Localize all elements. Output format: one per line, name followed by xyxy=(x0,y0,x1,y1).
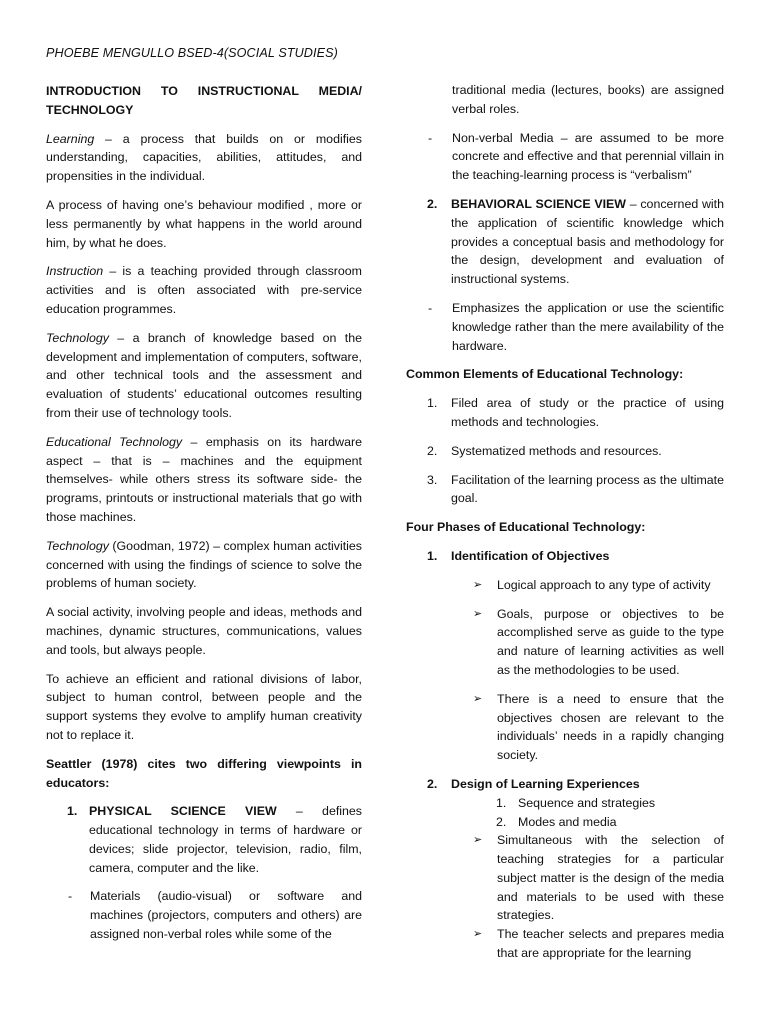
bullet-item xyxy=(406,576,724,595)
achieve-paragraph: To achieve an efficient and rational divisions of labor, subject to human control, between people and the support systems they evolve to amplify human creativity not to replace it. xyxy=(46,671,362,742)
list-number: 1. xyxy=(427,548,438,563)
technology-definition xyxy=(46,329,362,423)
technology-term: Technology xyxy=(46,330,109,345)
section-title: INTRODUCTION TO INSTRUCTIONAL MEDIA/ TECHNOLOGY xyxy=(46,84,362,117)
four-phases-heading: Four Phases of Educational Technology: xyxy=(406,520,646,535)
behavioral-science-text xyxy=(451,195,724,289)
list-item-text: Filed area of study or the practice of using methods and technologies. xyxy=(451,396,724,429)
learning-def-text: – a process that builds on or modifies understanding, capacities, abilities, attitudes, and propensities in the individual. xyxy=(46,131,362,184)
emphasizes-text: Emphasizes the application or use the scientific knowledge rather than the mere availability of the hardware. xyxy=(452,300,724,353)
physical-science-def: – defines educational technology in terms of hardware or devices; slide projector, television, radio, film, camera, computer and the like. xyxy=(89,804,363,875)
list-item xyxy=(406,471,724,509)
right-column xyxy=(406,81,724,973)
phase-2-title: Design of Learning Experiences xyxy=(451,776,640,791)
dash-marker: - xyxy=(68,889,73,904)
goodman-term: Technology xyxy=(46,538,109,553)
behavioral-science-def: – concerned with the application of scientific knowledge which provides a conceptual basis and methodology for the design, development and evaluation of instructional systems. xyxy=(451,196,724,287)
edtech-def-text: – emphasis on its hardware aspect – that is – machines and the equipment themselves- while others stress its software side- the programs, printouts or instructional materials that go with those machines. xyxy=(46,434,362,524)
document-header: PHOEBE MENGULLO BSED-4(SOCIAL STUDIES) xyxy=(46,46,338,60)
sub-list-item xyxy=(406,813,724,832)
behavioral-science-term: BEHAVIORAL SCIENCE VIEW xyxy=(451,196,626,211)
physical-science-term: PHYSICAL SCIENCE VIEW xyxy=(89,804,277,819)
behavioral-science-item xyxy=(406,195,724,289)
left-column xyxy=(46,82,362,954)
list-item xyxy=(406,394,724,432)
seattler-paragraph: Seattler (1978) cites two differing viewpoints in educators: xyxy=(46,756,362,790)
physical-science-item xyxy=(46,802,362,877)
instruction-term: Instruction xyxy=(46,264,104,279)
learning-term: Learning xyxy=(46,131,95,146)
list-item-text: Systematized methods and resources. xyxy=(451,443,662,458)
behaviour-paragraph: A process of having one’s behaviour modified , more or less permanently by what happens in the world around him, by what he does. xyxy=(46,197,362,250)
emphasizes-item xyxy=(406,299,724,355)
bullet-text: Goals, purpose or objectives to be accomplished serve as guide to the type and nature of learning activities as well as the methodologies to be used. xyxy=(497,606,724,677)
physical-science-text xyxy=(89,802,362,877)
list-number: 1. xyxy=(427,396,438,411)
nonverbal-text: Non-verbal Media – are assumed to be more concrete and effective and that perennial villain in the teaching-learning process is “verbalism” xyxy=(452,130,724,183)
materials-text: Materials (audio-visual) or software and machines (projectors, computers and others) are assigned non-verbal roles while some of the xyxy=(90,889,362,942)
sub-list-item xyxy=(406,794,724,813)
phase-2-item xyxy=(406,775,724,794)
list-item-text: Facilitation of the learning process as the ultimate goal. xyxy=(451,472,724,506)
list-number: 1. xyxy=(67,804,78,819)
dash-marker: - xyxy=(428,300,433,315)
phase-1-item xyxy=(406,547,724,566)
phase-1-title: Identification of Objectives xyxy=(451,548,610,563)
bullet-item xyxy=(406,831,724,925)
arrow-bullet-icon: ➢ xyxy=(473,692,483,705)
materials-item xyxy=(46,887,362,943)
list-item xyxy=(406,442,724,461)
edtech-definition xyxy=(46,433,362,527)
learning-definition xyxy=(46,130,362,186)
list-number: 3. xyxy=(427,472,438,487)
edtech-term: Educational Technology xyxy=(46,434,183,449)
continuation-text: traditional media (lectures, books) are assigned verbal roles. xyxy=(452,83,724,116)
bullet-item xyxy=(406,605,724,680)
common-elements-heading: Common Elements of Educational Technology: xyxy=(406,367,684,382)
instruction-definition xyxy=(46,262,362,318)
bullet-text: Logical approach to any type of activity xyxy=(497,577,711,592)
bullet-item xyxy=(406,925,724,963)
arrow-bullet-icon: ➢ xyxy=(473,607,483,620)
bullet-text: There is a need to ensure that the objectives chosen are relevant to the individuals’ needs in a rapidly changing society. xyxy=(497,691,724,763)
goodman-def-text: (Goodman, 1972) – complex human activities concerned with using the findings of science to solve the problems of human society. xyxy=(46,538,362,591)
bullet-text: Simultaneous with the selection of teaching strategies for a particular subject matter is the design of the media and materials to be used with these strategies. xyxy=(497,833,724,923)
social-paragraph: A social activity, involving people and ideas, methods and machines, dynamic structures, communications, values and tools, but always people. xyxy=(46,605,362,657)
instruction-def-text: – is a teaching provided through classroom activities and is often associated with pre-service education programmes. xyxy=(46,264,362,316)
goodman-definition xyxy=(46,537,362,593)
arrow-bullet-icon: ➢ xyxy=(473,928,483,941)
list-number: 2. xyxy=(427,196,438,211)
list-number: 2. xyxy=(496,814,507,829)
dash-marker: - xyxy=(428,130,433,145)
sub-item-text: Modes and media xyxy=(518,814,617,829)
arrow-bullet-icon: ➢ xyxy=(473,834,483,847)
bullet-text: The teacher selects and prepares media that are appropriate for the learning xyxy=(497,927,724,961)
list-number: 1. xyxy=(496,795,507,810)
bullet-item xyxy=(406,690,724,765)
list-number: 2. xyxy=(427,776,438,791)
arrow-bullet-icon: ➢ xyxy=(473,578,483,591)
sub-item-text: Sequence and strategies xyxy=(518,795,656,810)
nonverbal-item xyxy=(406,129,724,185)
continuation-item xyxy=(406,81,724,119)
list-number: 2. xyxy=(427,443,438,458)
technology-def-text: – a branch of knowledge based on the development and implementation of computers, software, and other technical tools and the assessment and evaluation of students’ educational outcomes resulting from their use of technology tools. xyxy=(46,330,362,420)
